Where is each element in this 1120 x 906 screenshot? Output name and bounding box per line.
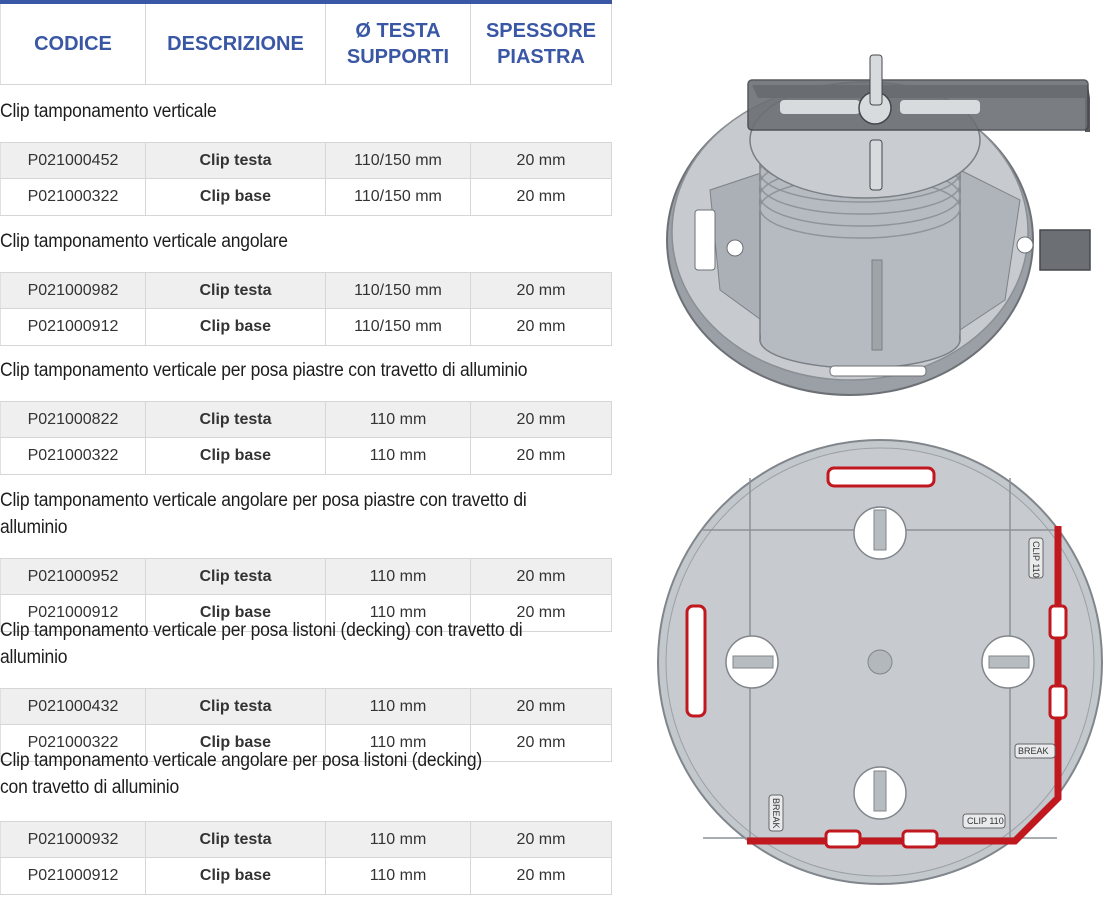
description-cell: Clip testa bbox=[146, 143, 326, 178]
table-row bbox=[0, 179, 612, 216]
head-diameter-cell: 110 mm bbox=[326, 595, 471, 631]
section-title: Clip tamponamento verticale per posa piastre con travetto di alluminio bbox=[0, 360, 528, 381]
thickness-cell: 20 mm bbox=[471, 143, 612, 178]
description-cell: Clip testa bbox=[146, 822, 326, 857]
code-cell: P021000952 bbox=[0, 559, 146, 594]
table-row bbox=[0, 142, 612, 179]
table-section bbox=[0, 487, 612, 632]
section-title: Clip tamponamento verticale angolare per posa listoni (decking) con travetto di alluminio bbox=[0, 750, 483, 798]
thickness-cell: 20 mm bbox=[471, 179, 612, 215]
code-cell: P021000432 bbox=[0, 689, 146, 724]
head-diameter-cell: 110 mm bbox=[326, 402, 471, 437]
description-cell: Clip base bbox=[146, 858, 326, 894]
head-diameter-cell: 110 mm bbox=[326, 559, 471, 594]
code-cell: P021000982 bbox=[0, 273, 146, 308]
code-cell: P021000452 bbox=[0, 143, 146, 178]
head-diameter-cell: 110 mm bbox=[326, 822, 471, 857]
table-section bbox=[0, 98, 612, 216]
code-cell: P021000322 bbox=[0, 438, 146, 474]
section-title: Clip tamponamento verticale bbox=[0, 101, 217, 122]
table-row bbox=[0, 858, 612, 895]
table-row bbox=[0, 821, 612, 858]
table-row bbox=[0, 688, 612, 725]
head-diameter-cell: 110/150 mm bbox=[326, 179, 471, 215]
section-title: Clip tamponamento verticale angolare per posa piastre con travetto di alluminio bbox=[0, 490, 527, 538]
section-title: Clip tamponamento verticale per posa listoni (decking) con travetto di alluminio bbox=[0, 620, 523, 668]
code-cell: P021000932 bbox=[0, 822, 146, 857]
head-diameter-cell: 110 mm bbox=[326, 725, 471, 761]
table-row bbox=[0, 309, 612, 346]
description-cell: Clip testa bbox=[146, 559, 326, 594]
description-cell: Clip base bbox=[146, 595, 326, 631]
thickness-cell: 20 mm bbox=[471, 438, 612, 474]
table-section bbox=[0, 617, 612, 762]
code-cell: P021000322 bbox=[0, 725, 146, 761]
table-row bbox=[0, 558, 612, 595]
pedestal-isometric-image bbox=[660, 40, 1100, 405]
thickness-cell: 20 mm bbox=[471, 309, 612, 345]
thickness-cell: 20 mm bbox=[471, 822, 612, 857]
section-title: Clip tamponamento verticale angolare bbox=[0, 231, 288, 252]
table-row bbox=[0, 401, 612, 438]
head-diameter-cell: 110/150 mm bbox=[326, 143, 471, 178]
description-cell: Clip testa bbox=[146, 273, 326, 308]
break-label: BREAK bbox=[1018, 746, 1049, 756]
clip-110-label-vertical: CLIP 110 bbox=[1031, 541, 1041, 578]
thickness-cell: 20 mm bbox=[471, 273, 612, 308]
header-testa-supporti: Ø TESTA SUPPORTI bbox=[326, 4, 471, 84]
header-descrizione: DESCRIZIONE bbox=[146, 4, 326, 84]
thickness-cell: 20 mm bbox=[471, 402, 612, 437]
break-label-vertical: BREAK bbox=[771, 798, 781, 829]
thickness-cell: 20 mm bbox=[471, 858, 612, 894]
description-cell: Clip base bbox=[146, 438, 326, 474]
thickness-cell: 20 mm bbox=[471, 595, 612, 631]
table-row bbox=[0, 438, 612, 475]
table-header bbox=[0, 0, 612, 85]
thickness-cell: 20 mm bbox=[471, 689, 612, 724]
table-section bbox=[0, 747, 612, 895]
head-diameter-cell: 110/150 mm bbox=[326, 309, 471, 345]
description-cell: Clip base bbox=[146, 725, 326, 761]
code-cell: P021000912 bbox=[0, 858, 146, 894]
clip-110-label: CLIP 110 bbox=[967, 816, 1004, 826]
head-diameter-cell: 110 mm bbox=[326, 858, 471, 894]
head-diameter-cell: 110/150 mm bbox=[326, 273, 471, 308]
code-cell: P021000912 bbox=[0, 309, 146, 345]
thickness-cell: 20 mm bbox=[471, 725, 612, 761]
pedestal-top-view-image bbox=[655, 438, 1110, 893]
description-cell: Clip base bbox=[146, 179, 326, 215]
head-diameter-cell: 110 mm bbox=[326, 438, 471, 474]
header-spessore-piastra: SPESSORE PIASTRA bbox=[471, 4, 612, 84]
description-cell: Clip testa bbox=[146, 689, 326, 724]
code-cell: P021000912 bbox=[0, 595, 146, 631]
product-table bbox=[0, 0, 612, 85]
head-diameter-cell: 110 mm bbox=[326, 689, 471, 724]
code-cell: P021000822 bbox=[0, 402, 146, 437]
code-cell: P021000322 bbox=[0, 179, 146, 215]
header-codice: CODICE bbox=[0, 4, 146, 84]
description-cell: Clip testa bbox=[146, 402, 326, 437]
table-row bbox=[0, 272, 612, 309]
table-section bbox=[0, 357, 612, 475]
thickness-cell: 20 mm bbox=[471, 559, 612, 594]
description-cell: Clip base bbox=[146, 309, 326, 345]
table-section bbox=[0, 228, 612, 346]
